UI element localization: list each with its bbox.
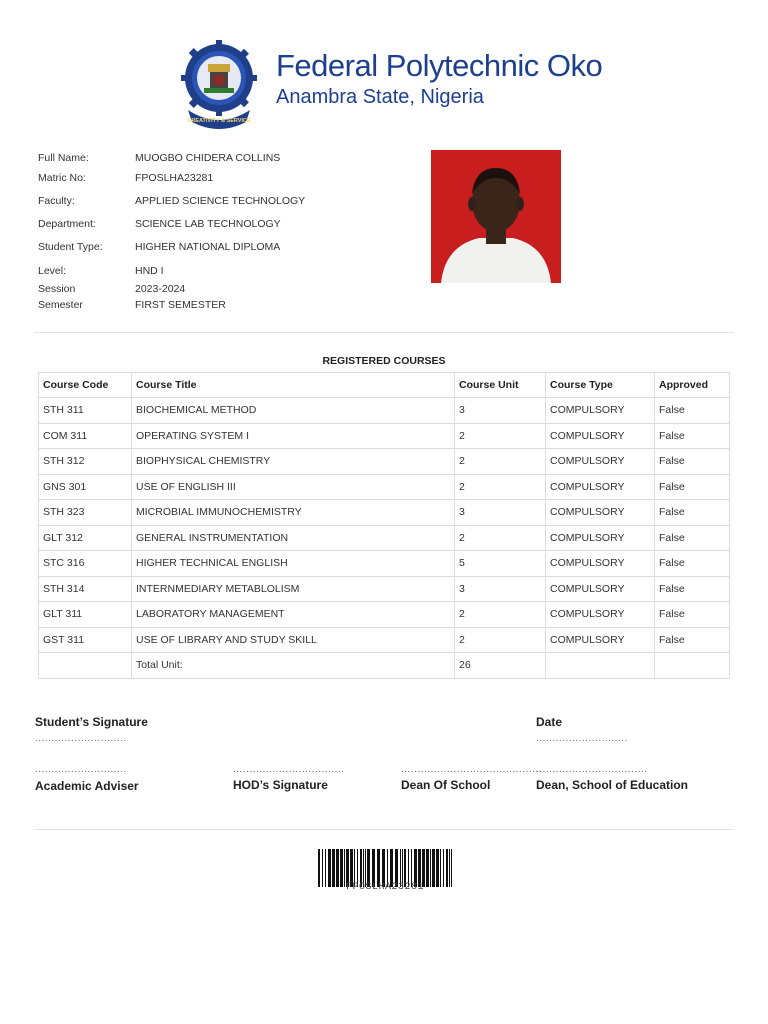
- course-type: COMPULSORY: [546, 474, 655, 500]
- level-label: Level:: [38, 265, 67, 277]
- course-unit: 5: [455, 551, 546, 577]
- section-divider: [34, 332, 734, 333]
- department-value: SCIENCE LAB TECHNOLOGY: [135, 218, 281, 230]
- course-unit: 2: [455, 474, 546, 500]
- student-signature-label: Student’s Signature: [35, 715, 148, 729]
- course-title: USE OF LIBRARY AND STUDY SKILL: [132, 627, 455, 653]
- student-type-value: HIGHER NATIONAL DIPLOMA: [135, 241, 281, 253]
- header-course-title: Course Title: [132, 373, 455, 398]
- dean-education-signature-line: ..................................: [536, 764, 648, 775]
- level-value: HND I: [135, 265, 164, 277]
- course-unit: 2: [455, 627, 546, 653]
- total-unit-value: 26: [455, 653, 546, 679]
- course-type: COMPULSORY: [546, 576, 655, 602]
- matric-no-value: FPOSLHA23281: [135, 172, 214, 184]
- table-row: [39, 551, 730, 577]
- course-approved: False: [655, 423, 730, 449]
- table-row: [39, 398, 730, 424]
- course-approved: False: [655, 627, 730, 653]
- student-photo: [431, 150, 561, 283]
- session-label: Session: [38, 283, 76, 295]
- course-title: BIOPHYSICAL CHEMISTRY: [132, 449, 455, 475]
- course-type: COMPULSORY: [546, 423, 655, 449]
- course-title: USE OF ENGLISH III: [132, 474, 455, 500]
- semester-value: FIRST SEMESTER: [135, 299, 226, 311]
- course-title: MICROBIAL IMMUNOCHEMISTRY: [132, 500, 455, 526]
- registered-courses-title: REGISTERED COURSES: [322, 355, 446, 367]
- course-approved: False: [655, 576, 730, 602]
- header-approved: Approved: [655, 373, 730, 398]
- course-code: STH 314: [39, 576, 132, 602]
- course-code: STH 311: [39, 398, 132, 424]
- hod-signature-label: HOD’s Signature: [233, 778, 328, 792]
- adviser-signature-line: ............................: [35, 764, 127, 775]
- header-course-unit: Course Unit: [455, 373, 546, 398]
- course-approved: False: [655, 398, 730, 424]
- table-row: [39, 525, 730, 551]
- faculty-label: Faculty:: [38, 195, 75, 207]
- course-approved: False: [655, 449, 730, 475]
- full-name-label: Full Name:: [38, 152, 89, 164]
- course-unit: 2: [455, 423, 546, 449]
- courses-table: [38, 372, 730, 679]
- dean-school-signature-line: ...........................................: [401, 764, 542, 775]
- footer-divider: [34, 829, 734, 830]
- total-empty-cell: [39, 653, 132, 679]
- table-row: [39, 602, 730, 628]
- course-title: BIOCHEMICAL METHOD: [132, 398, 455, 424]
- course-unit: 2: [455, 525, 546, 551]
- full-name-value: MUOGBO CHIDERA COLLINS: [135, 152, 281, 164]
- course-unit: 3: [455, 576, 546, 602]
- faculty-value: APPLIED SCIENCE TECHNOLOGY: [135, 195, 306, 207]
- course-code: GLT 312: [39, 525, 132, 551]
- table-row: [39, 627, 730, 653]
- course-unit: 3: [455, 398, 546, 424]
- table-row: [39, 449, 730, 475]
- table-row: [39, 474, 730, 500]
- course-type: COMPULSORY: [546, 627, 655, 653]
- course-code: GST 311: [39, 627, 132, 653]
- course-type: COMPULSORY: [546, 500, 655, 526]
- date-line: ............................: [536, 733, 628, 744]
- course-title: HIGHER TECHNICAL ENGLISH: [132, 551, 455, 577]
- course-code: GNS 301: [39, 474, 132, 500]
- semester-label: Semester: [38, 299, 83, 311]
- course-type: COMPULSORY: [546, 398, 655, 424]
- table-header-row: [39, 373, 730, 398]
- course-code: GLT 311: [39, 602, 132, 628]
- course-approved: False: [655, 474, 730, 500]
- hod-signature-line: ..................................: [233, 764, 345, 775]
- course-approved: False: [655, 551, 730, 577]
- table-row: [39, 423, 730, 449]
- course-unit: 2: [455, 449, 546, 475]
- course-title: GENERAL INSTRUMENTATION: [132, 525, 455, 551]
- header-course-code: Course Code: [39, 373, 132, 398]
- total-row: [39, 653, 730, 679]
- student-signature-line: ............................: [35, 733, 127, 744]
- header-course-type: Course Type: [546, 373, 655, 398]
- matric-no-label: Matric No:: [38, 172, 86, 184]
- course-approved: False: [655, 500, 730, 526]
- course-code: STH 312: [39, 449, 132, 475]
- course-code: COM 311: [39, 423, 132, 449]
- dean-education-label: Dean, School of Education: [536, 778, 689, 792]
- session-value: 2023-2024: [135, 283, 186, 295]
- course-type: COMPULSORY: [546, 602, 655, 628]
- academic-adviser-label: Academic Adviser: [35, 779, 139, 793]
- course-approved: False: [655, 602, 730, 628]
- course-type: COMPULSORY: [546, 525, 655, 551]
- logo-motto: CREATIVITY & SERVICE: [187, 118, 251, 124]
- school-logo: [180, 38, 258, 130]
- table-row: [39, 500, 730, 526]
- dean-of-school-label: Dean Of School: [401, 778, 491, 792]
- course-title: INTERNMEDIARY METABLOLISM: [132, 576, 455, 602]
- course-type: COMPULSORY: [546, 449, 655, 475]
- course-unit: 3: [455, 500, 546, 526]
- course-title: OPERATING SYSTEM I: [132, 423, 455, 449]
- total-empty-cell: [546, 653, 655, 679]
- total-empty-cell: [655, 653, 730, 679]
- total-unit-label: Total Unit:: [132, 653, 455, 679]
- department-label: Department:: [38, 218, 96, 230]
- student-type-label: Student Type:: [38, 241, 103, 253]
- course-title: LABORATORY MANAGEMENT: [132, 602, 455, 628]
- school-location: Anambra State, Nigeria: [276, 86, 484, 108]
- course-type: COMPULSORY: [546, 551, 655, 577]
- school-name: Federal Polytechnic Oko: [276, 48, 603, 83]
- date-label: Date: [536, 715, 563, 729]
- course-unit: 2: [455, 602, 546, 628]
- course-approved: False: [655, 525, 730, 551]
- course-code: STH 323: [39, 500, 132, 526]
- table-row: [39, 576, 730, 602]
- barcode-text: FPOSLHA23281: [345, 882, 424, 893]
- course-code: STC 316: [39, 551, 132, 577]
